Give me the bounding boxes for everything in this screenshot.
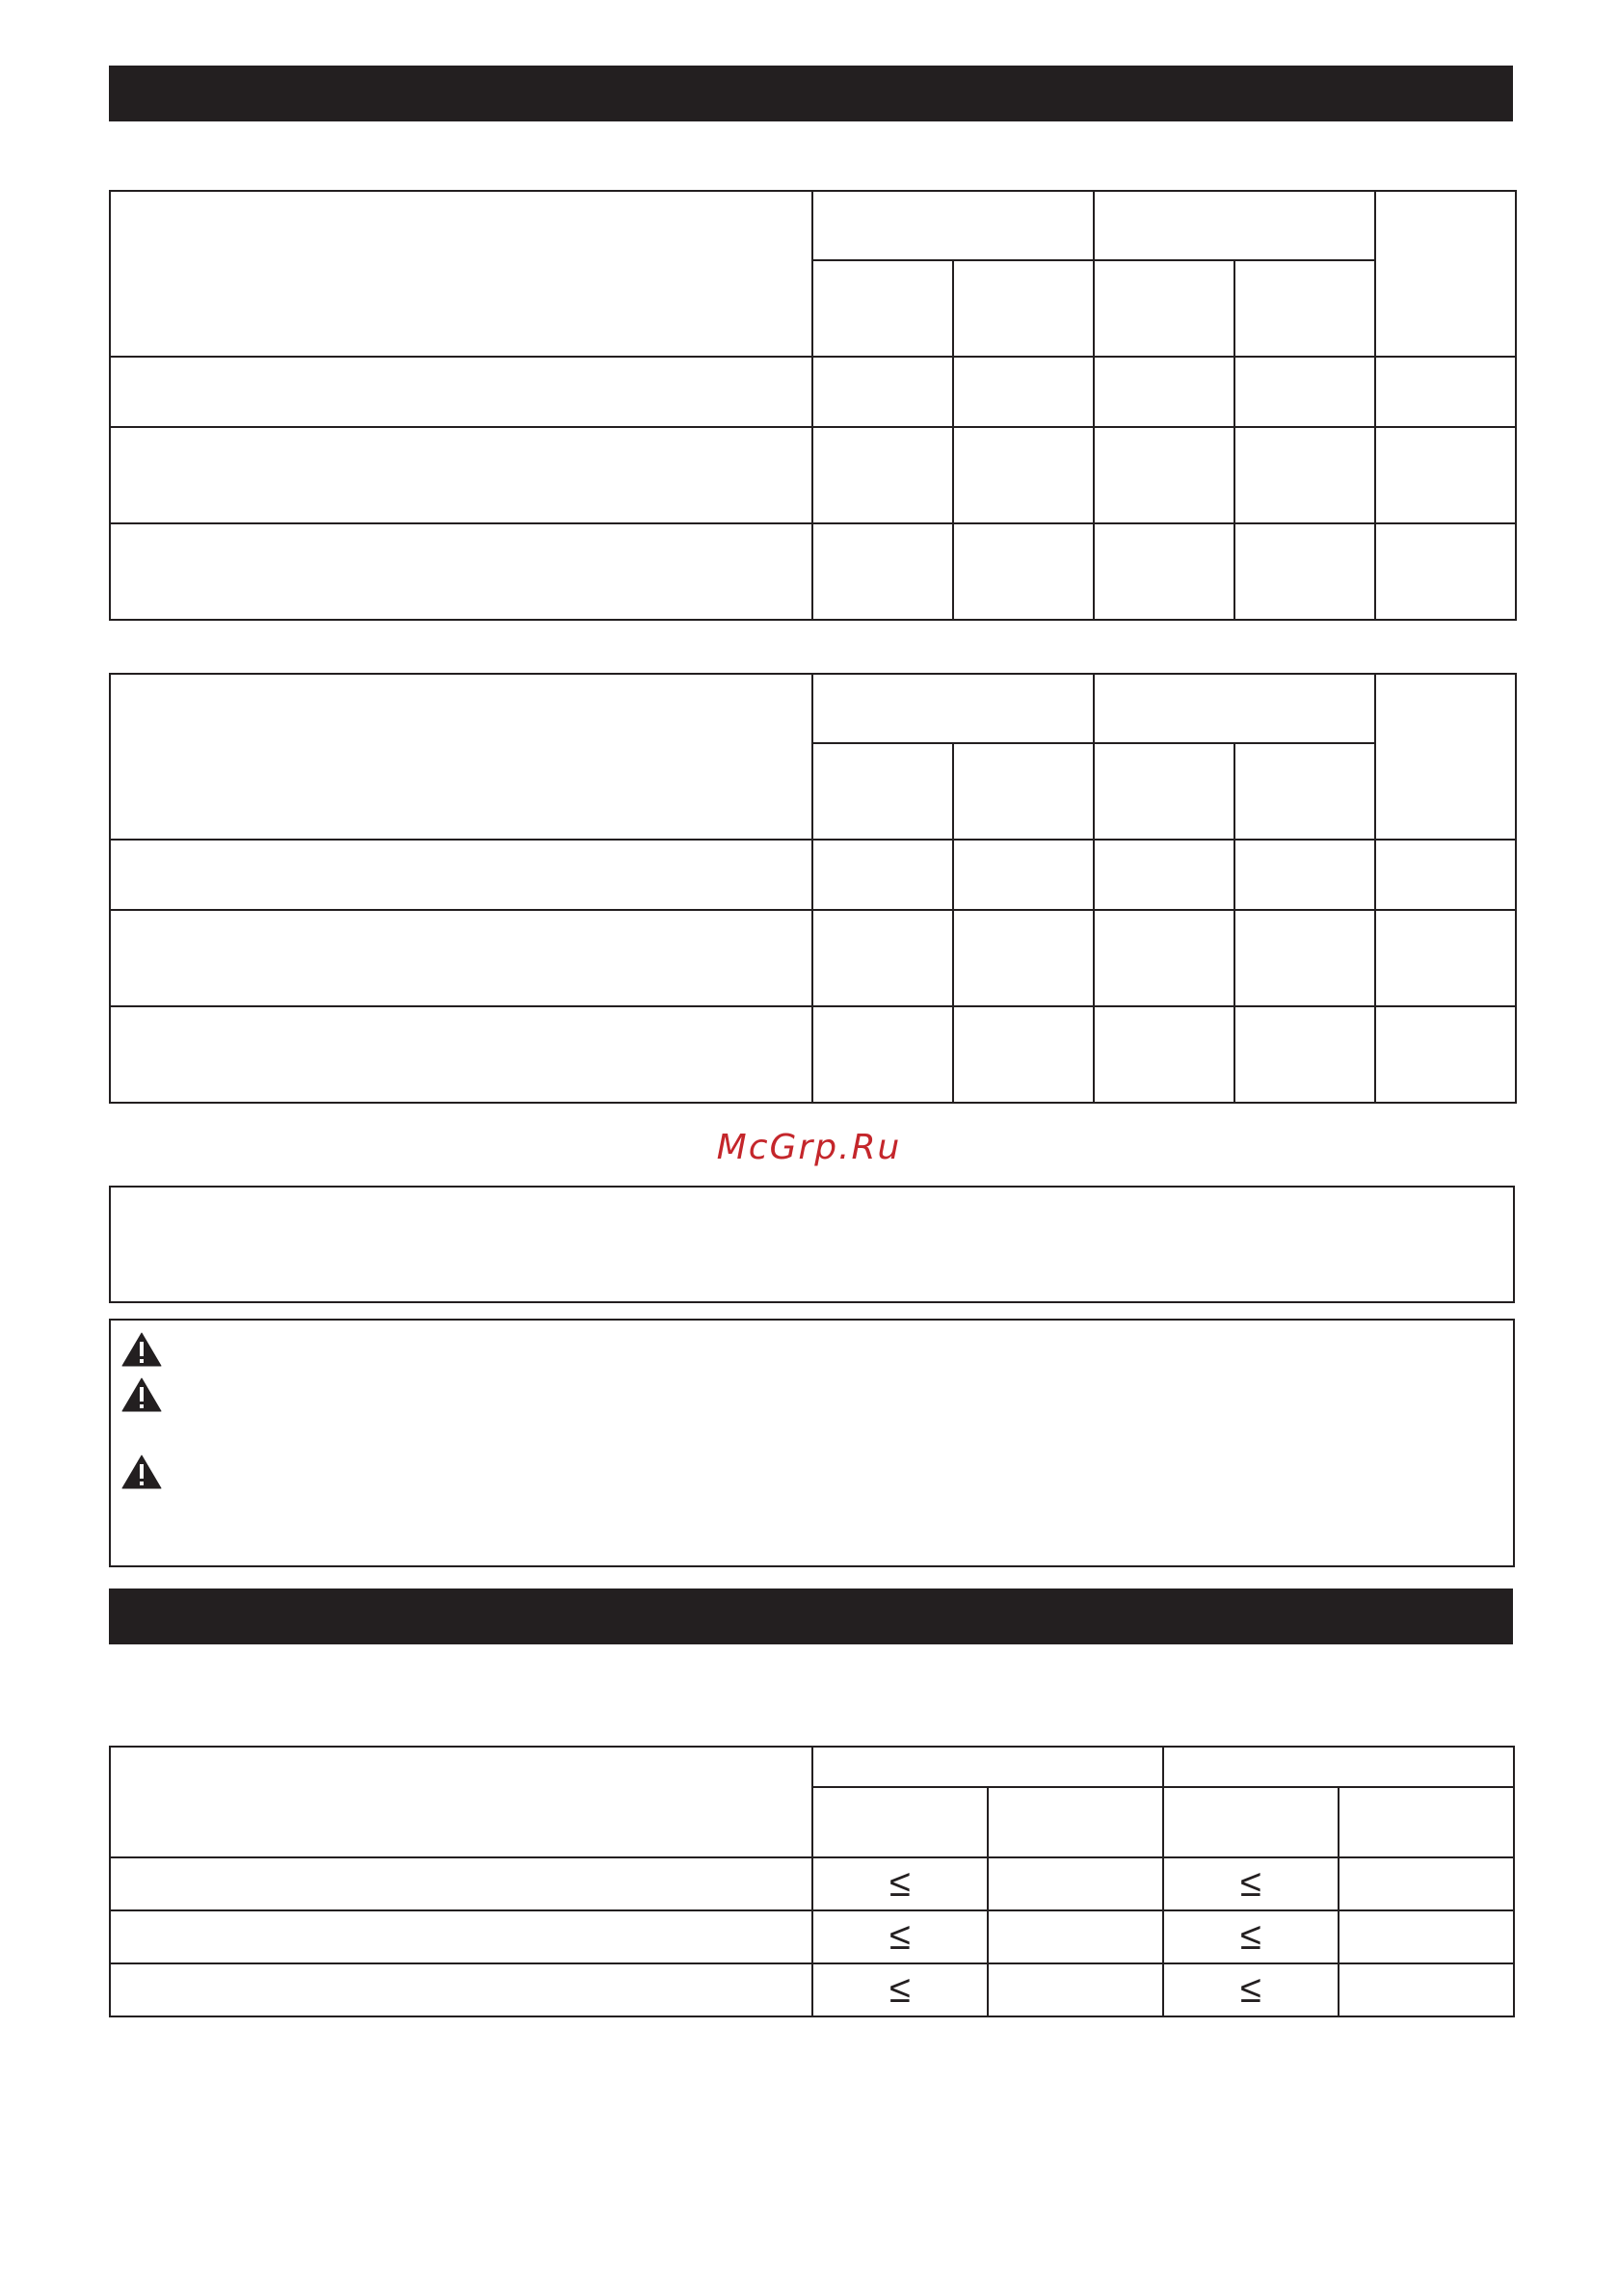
table-cell: [1234, 523, 1375, 620]
table-cell: [988, 1963, 1163, 2016]
table-cell: [988, 1857, 1163, 1910]
table-cell: [1339, 1857, 1514, 1910]
table-cell: [1163, 1747, 1514, 1787]
table-cell: [812, 840, 953, 910]
warning-triangle-icon: [121, 1455, 162, 1489]
table-cell: [110, 674, 812, 840]
le-symbol: ≤: [812, 1857, 988, 1910]
table-cell: [1375, 910, 1516, 1006]
table-cell: [988, 1787, 1163, 1857]
table-cell: [812, 357, 953, 427]
table-cell: [953, 1006, 1094, 1103]
le-symbol: ≤: [812, 1963, 988, 2016]
table-cell: [1339, 1963, 1514, 2016]
note-box: [109, 1186, 1515, 1303]
table-cell: [1094, 910, 1234, 1006]
table-cell: [953, 357, 1094, 427]
table-cell: [1234, 1006, 1375, 1103]
table-cell: [953, 260, 1094, 357]
spec-table-2: [109, 673, 1517, 1104]
spec-table-3: [109, 1746, 1515, 2017]
warning-box: [109, 1319, 1515, 1567]
table-cell: [812, 1006, 953, 1103]
table-cell: [1094, 427, 1234, 523]
table-cell: [953, 743, 1094, 840]
table-cell: [1094, 523, 1234, 620]
table-cell: [110, 1006, 812, 1103]
table-cell: [953, 427, 1094, 523]
table-cell: [1234, 840, 1375, 910]
table-cell: [1339, 1910, 1514, 1963]
table-cell: [1234, 910, 1375, 1006]
table-cell: [953, 910, 1094, 1006]
le-symbol: ≤: [1163, 1857, 1339, 1910]
table-cell: [1094, 674, 1375, 743]
table-cell: [1163, 1787, 1339, 1857]
le-symbol: ≤: [812, 1910, 988, 1963]
section-header-bar: [109, 1589, 1513, 1644]
table-cell: [1094, 1006, 1234, 1103]
table-cell: [1234, 743, 1375, 840]
table-cell: [110, 1910, 812, 1963]
table-cell: [812, 1747, 1163, 1787]
warning-triangle-icon: [121, 1332, 162, 1367]
table-cell: [812, 674, 1094, 743]
le-symbol: ≤: [1163, 1963, 1339, 2016]
table-cell: [1094, 357, 1234, 427]
table-cell: [812, 260, 953, 357]
watermark: McGrp.Ru: [716, 1128, 902, 1167]
table-cell: [812, 427, 953, 523]
table-cell: [953, 840, 1094, 910]
table-cell: [110, 523, 812, 620]
spec-table-1: [109, 190, 1517, 621]
table-cell: [110, 910, 812, 1006]
table-cell: [988, 1910, 1163, 1963]
table-cell: [1234, 357, 1375, 427]
table-cell: [1375, 674, 1516, 840]
section-header-bar: [109, 66, 1513, 121]
table-cell: [1375, 427, 1516, 523]
table-cell: [1094, 260, 1234, 357]
table-cell: [812, 1787, 988, 1857]
table-cell: [110, 357, 812, 427]
table-cell: [1339, 1787, 1514, 1857]
table-cell: [110, 1747, 812, 1857]
table-cell: [1094, 743, 1234, 840]
table-cell: [1375, 191, 1516, 357]
table-cell: [953, 523, 1094, 620]
table-cell: [1375, 523, 1516, 620]
table-cell: [1375, 1006, 1516, 1103]
table-cell: [110, 1857, 812, 1910]
table-cell: [812, 523, 953, 620]
table-cell: [1094, 191, 1375, 260]
table-cell: [1234, 427, 1375, 523]
table-cell: [1234, 260, 1375, 357]
table-cell: [110, 1963, 812, 2016]
table-cell: [110, 427, 812, 523]
table-cell: [812, 910, 953, 1006]
table-cell: [812, 743, 953, 840]
table-cell: [110, 840, 812, 910]
table-cell: [1375, 357, 1516, 427]
le-symbol: ≤: [1163, 1910, 1339, 1963]
table-cell: [1094, 840, 1234, 910]
table-cell: [110, 191, 812, 357]
table-cell: [812, 191, 1094, 260]
warning-triangle-icon: [121, 1377, 162, 1412]
table-cell: [1375, 840, 1516, 910]
